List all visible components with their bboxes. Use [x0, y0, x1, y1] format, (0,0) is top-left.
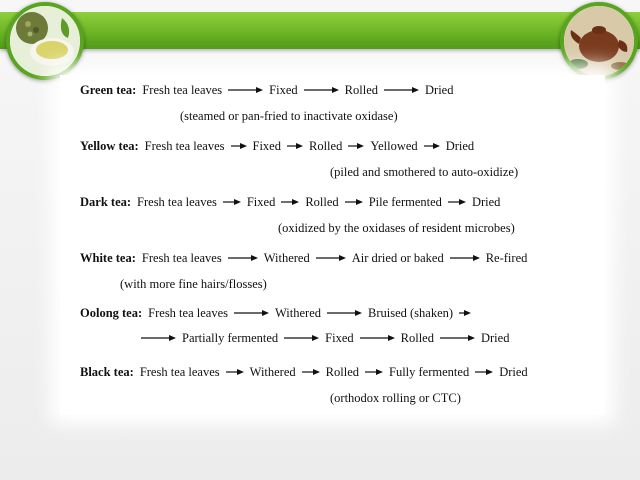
right-arrow-icon — [284, 334, 319, 342]
right-arrow-icon — [316, 254, 346, 262]
right-arrow-icon — [448, 198, 466, 206]
process-step: Bruised (shaken) — [368, 306, 454, 320]
process-step: Fully fermented — [389, 365, 470, 379]
right-arrow-icon — [228, 254, 258, 262]
process-step: Fixed — [269, 83, 298, 97]
right-arrow-icon — [231, 142, 247, 150]
process-step: Dried — [480, 331, 510, 345]
process-step: Yellowed — [370, 139, 418, 153]
process-step: Air dried or baked — [351, 251, 444, 265]
right-arrow-icon — [141, 334, 176, 342]
process-step: Partially fermented — [182, 331, 279, 345]
right-arrow-icon — [234, 309, 269, 317]
tea-row — [80, 138, 474, 154]
tea-row — [80, 364, 528, 380]
teapot-image — [560, 2, 638, 80]
right-arrow-icon — [304, 86, 339, 94]
process-step: Fresh tea leaves — [137, 195, 217, 209]
process-step: Fixed — [246, 195, 276, 209]
tea-type-label: White tea: — [80, 251, 136, 265]
right-arrow-icon — [223, 198, 241, 206]
right-arrow-icon — [450, 254, 480, 262]
right-arrow-icon — [345, 198, 363, 206]
header-banner — [0, 12, 640, 49]
right-arrow-icon — [365, 368, 383, 376]
process-step: Withered — [263, 251, 310, 265]
right-arrow-icon — [360, 334, 395, 342]
right-arrow-icon — [384, 86, 419, 94]
process-step: Rolled — [400, 331, 434, 345]
process-step: Dried — [445, 139, 475, 153]
process-step: Dried — [499, 365, 528, 379]
process-note: (oxidized by the oxidases of resident microbes) — [278, 221, 515, 235]
tea-type-label: Yellow tea: — [80, 139, 139, 153]
process-step: Fresh tea leaves — [139, 365, 220, 379]
right-arrow-icon — [459, 309, 471, 317]
process-step: Dried — [425, 83, 454, 97]
process-step: Fresh tea leaves — [142, 83, 223, 97]
process-step: Fresh tea leaves — [141, 251, 222, 265]
process-note: (with more fine hairs/flosses) — [120, 277, 267, 291]
tea-row — [80, 194, 500, 210]
right-arrow-icon — [302, 368, 320, 376]
tea-row — [80, 250, 527, 266]
tea-type-label: Dark tea: — [80, 195, 132, 209]
right-arrow-icon — [424, 142, 440, 150]
tea-row — [80, 82, 453, 98]
tea-row — [80, 305, 477, 321]
process-note: (orthodox rolling or CTC) — [330, 391, 461, 405]
process-step: Fixed — [325, 331, 354, 345]
right-arrow-icon — [287, 142, 303, 150]
right-arrow-icon — [226, 368, 244, 376]
green-tea-cup-image — [6, 2, 84, 80]
tea-type-label: Green tea: — [80, 83, 137, 97]
process-step: Rolled — [325, 365, 359, 379]
right-arrow-icon — [281, 198, 299, 206]
process-step: Fresh tea leaves — [144, 139, 225, 153]
tea-type-label: Black tea: — [80, 365, 134, 379]
process-step: Withered — [274, 306, 321, 320]
process-step: Rolled — [344, 83, 378, 97]
process-step: Fresh tea leaves — [148, 306, 228, 320]
process-note: (piled and smothered to auto-oxidize) — [330, 165, 519, 179]
process-step: Rolled — [308, 139, 343, 153]
process-step: Re-fired — [485, 251, 528, 265]
tea-type-label: Oolong tea: — [80, 306, 143, 320]
right-arrow-icon — [228, 86, 263, 94]
process-step: Rolled — [305, 195, 339, 209]
process-step: Pile fermented — [368, 195, 442, 209]
right-arrow-icon — [475, 368, 493, 376]
process-step: Dried — [471, 195, 501, 209]
right-arrow-icon — [348, 142, 364, 150]
right-arrow-icon — [440, 334, 475, 342]
tea-row-continued — [135, 330, 509, 346]
right-arrow-icon — [327, 309, 362, 317]
process-step: Withered — [249, 365, 296, 379]
process-note: (steamed or pan-fried to inactivate oxidase) — [180, 109, 398, 123]
process-step: Fixed — [252, 139, 281, 153]
